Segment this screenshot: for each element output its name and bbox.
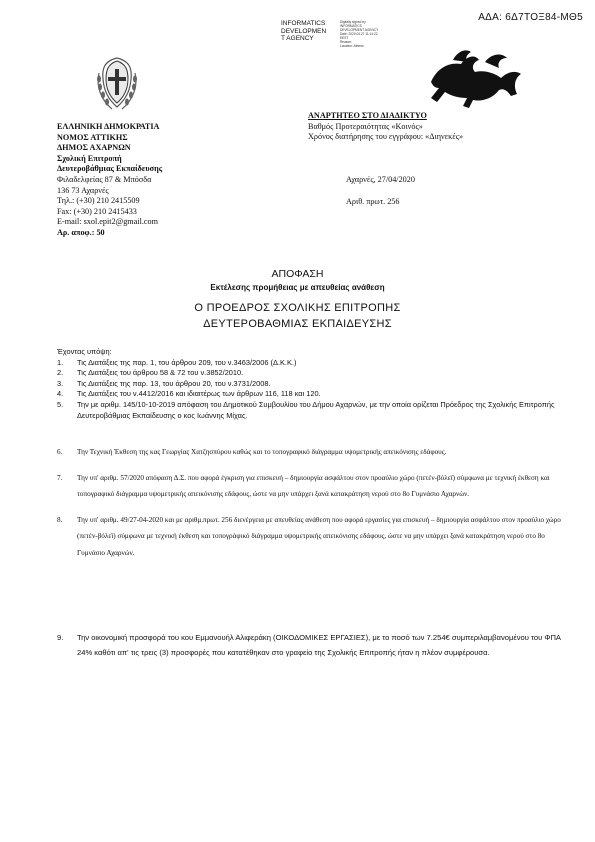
sender-line: Fax: (+30) 210 2415433 [57,206,137,216]
signature-org-line: T AGENCY [281,35,314,42]
signature-org-line: INFORMATICS [281,20,326,27]
list-item-number: 9. [57,633,64,642]
list-item-text: Τις Διατάξεις του ν.4412/2016 και ιδιαιτέρως των άρθρων 116, 118 και 120. [77,389,321,399]
list-item-number: 3. [57,378,64,388]
signature-detail-line: Location: Athens [340,44,364,48]
list-item-text: Την οικονομική προσφορά του κου Εμμανουήλ Αλιφεράκη (ΟΙΚΟΔΟΜΙΚΕΣ ΕΡΓΑΣΙΕΣ), με το ποσό των 7.254€ συμπεριλαμβανομένου του ΦΠΑ 24% καθότι απ' τις τρεις (3) προσφορές που κατατέθηκαν στο γραφείο της Σχολικής Επιτροπής ήταν η πλέον συμφέρουσα. [77,633,561,658]
priority-level: Βαθμός Προτεραιότητας «Κοινός» [308,121,423,131]
signature-detail-line: Date: 2020.04.27 11:14:22 [340,32,378,36]
greek-coat-of-arms-emblem [94,55,140,111]
list-item-text: Τις Διατάξεις της παρ. 1, του άρθρου 209, του ν.3463/2006 (Δ.Κ.Κ.) [77,357,297,367]
list-item [57,444,567,461]
signature-org-line: DEVELOPMEN [281,27,327,35]
signature-detail-line: INFORMATICS [340,24,362,28]
list-item [57,389,557,400]
list-item-text: Τις Διατάξεις του άρθρου 58 & 72 του ν.3852/2010. [77,368,244,378]
retention-period: Χρόνος διατήρησης του εγγράφου: «Διηνεκές» [308,132,464,142]
list-item-text: Την υπ' αριθμ. 57/2020 απόφαση Δ.Σ. που αφορά έγκριση για επισκευή – δημιουργία ασφάλτου στον προαύλιο χώρο (πετέν-βόλεϊ) σύμφωνα με τεχνική έκθεση και τοπογραφικό διάγραμμα υψομετρικής απεικόνισης εδάφους, ώστε να μην υπάρχει ξανά κατακράτηση νερού στο 8ο Γυμνάσιο Αχαρνών. [77,473,550,499]
sender-line: Δευτεροβάθμιας Εκπαίδευσης [57,164,163,174]
list-item [57,630,567,660]
sender-line: Φιλαδελφείας 87 & Μπόσδα [57,174,152,184]
list-item [57,470,567,503]
signature-detail-line: Digitally signed by [340,20,366,24]
horses-logo-emblem [423,42,531,114]
list-item [57,379,557,390]
sender-line: 136 73 Αχαρνές [57,185,109,195]
decision-heading: ΑΠΟΦΑΣΗ [271,268,324,280]
list-item-number: 1. [57,357,64,367]
decision-subject: Εκτέλεσης προμήθειας με απευθείας ανάθεση [210,283,385,292]
sender-line: ΕΛΛΗΝΙΚΗ ΔΗΜΟΚΡΑΤΙΑ [57,122,160,131]
list-item-number: 6. [57,448,63,456]
list-item-number: 2. [57,368,64,378]
sender-line: ΔΗΜΟΣ ΑΧΑΡΝΩΝ [57,143,131,153]
posting-title: ΑΝΑΡΤΗΤΕΟ ΣΤΟ ΔΙΑΔΙΚΤΥΟ [308,111,427,120]
list-item-number: 5. [57,399,64,409]
considerations-list-item9 [57,630,567,660]
protocol-number: Αριθ. πρωτ. 256 [346,197,400,206]
list-item-number: 4. [57,389,64,399]
president-title-line2: ΔΕΥΤΕΡΟΒΑΘΜΙΑΣ ΕΚΠΑΙΔΕΥΣΗΣ [203,318,392,330]
posting-block [308,111,463,143]
signature-detail-line: EEST [340,36,349,40]
signature-org [281,20,326,43]
list-item [57,358,557,369]
sender-line: E-mail: sxol.epit2@gmail.com [57,217,158,227]
list-item-text: Την με αριθμ. 145/10-10-2019 απόφαση του Δημοτικού Συμβουλίου του Δήμου Αχαρνών, με την οποία ορίζεται Πρόεδρος της Σχολικής Επιτροπής Δευτεροβάθμιας Εκπαίδευσης ο κος Ιωάννης Μίχας. [77,399,555,420]
signature-details [340,20,378,48]
considerations-intro: Έχοντας υπόψη: [57,347,112,356]
list-item-number: 8. [57,515,63,524]
decision-number: Αρ. αποφ.: 50 [57,227,105,237]
document-date: Αχαρνές, 27/04/2020 [346,175,415,184]
list-item-text: Τις Διατάξεις της παρ. 13, του άρθρου 20, του ν.3731/2008. [77,378,271,388]
list-item-text: Την Τεχνική Έκθεση της κας Γεωργίας Χατζησπύρου καθώς και το τοπογραφικό διάγραμμα υψομετρικής απεικόνισης εδάφους. [77,448,447,456]
signature-detail-line: DEVELOPMENT AGENCY [340,28,379,32]
signature-detail-line: Reason: [340,40,352,44]
list-item [57,400,557,421]
list-item-number: 7. [57,473,63,482]
sender-line: Σχολική Επιτροπή [57,153,122,163]
president-title-line1: Ο ΠΡΟΕΔΡΟΣ ΣΧΟΛΙΚΗΣ ΕΠΙΤΡΟΠΗΣ [194,302,401,314]
considerations-list [57,347,557,421]
list-item [57,368,557,379]
sender-line: ΝΟΜΟΣ ΑΤΤΙΚΗΣ [57,132,128,142]
ada-code: ΑΔΑ: 6Δ7ΤΟΞ84-ΜΘ5 [478,12,583,23]
considerations-list-serif [57,444,567,562]
sender-line: Τηλ.: (+30) 210 2415509 [57,196,140,206]
sender-block [57,122,162,239]
list-item [57,512,567,562]
list-item-text: Την υπ' αριθμ. 49/27-04-2020 και με αριθμ.πρωτ. 256 διενέργεια με απευθείας ανάθεση που αφορά εργασίες για επισκευή – δημιουργία ασφάλτου στον προαύλιο χώρο (πετέν-βόλεϊ) σύμφωνα με τεχνική έκθεση και τοπογράφικό διάγραμμα υψομετρικής απεικόνισης εδάφους, ώστε να μην υπάρχει ξανά κατακράτηση νερού στο 8ο Γυμνάσιο Αχαρνών. [77,515,561,557]
